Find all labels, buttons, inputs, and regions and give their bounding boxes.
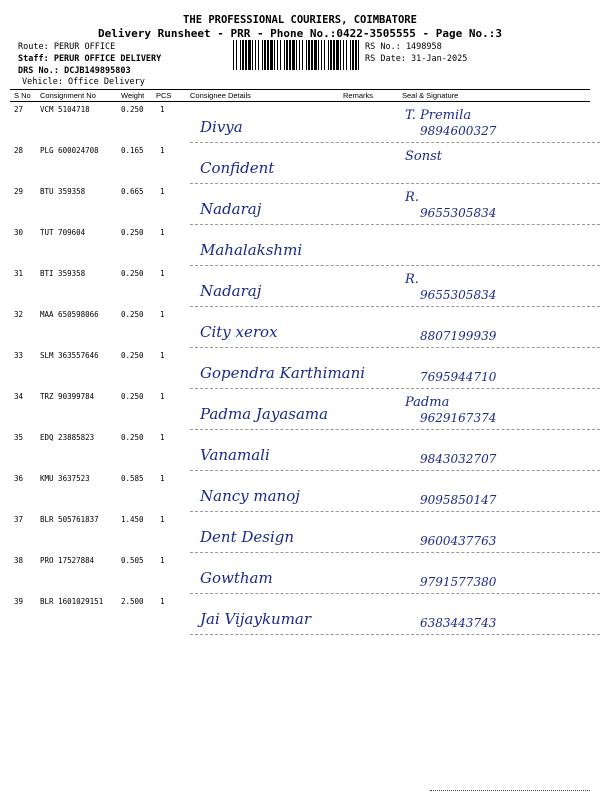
row-weight: 0.250 <box>121 351 144 360</box>
row-consignee-handwriting: Dent Design <box>200 528 295 546</box>
table-row <box>10 266 590 307</box>
row-consignee-handwriting: Vanamali <box>200 446 270 464</box>
barcode-bar <box>355 40 357 70</box>
row-weight: 0.250 <box>121 433 144 442</box>
table-row <box>10 348 590 389</box>
row-pcs: 1 <box>160 269 165 278</box>
row-sno: 33 <box>14 351 24 360</box>
barcode-bar <box>270 40 273 70</box>
row-pcs: 1 <box>160 310 165 319</box>
table-row <box>10 143 590 184</box>
row-pcs: 1 <box>160 597 165 606</box>
row-signature: Padma <box>405 395 450 410</box>
table-row <box>10 430 590 471</box>
row-pcs: 1 <box>160 105 165 114</box>
row-signature-phone: 6383443743 <box>420 616 497 630</box>
row-weight: 0.665 <box>121 187 144 196</box>
row-weight: 1.450 <box>121 515 144 524</box>
row-pcs: 1 <box>160 433 165 442</box>
row-signature: R. <box>405 272 419 287</box>
row-signature-phone: 9655305834 <box>420 206 497 220</box>
row-pcs: 1 <box>160 146 165 155</box>
row-sno: 35 <box>14 433 24 442</box>
barcode-image <box>233 40 359 70</box>
row-signature-phone: 9843032707 <box>420 452 497 466</box>
staff-label: Staff: PERUR OFFICE DELIVERY <box>18 54 162 64</box>
row-signature-phone: 9791577380 <box>420 575 497 589</box>
barcode-bar <box>346 40 347 70</box>
row-consignment-no: KMU 3637523 <box>40 474 90 483</box>
row-weight: 0.165 <box>121 146 144 155</box>
row-consignment-no: VCM 5104718 <box>40 105 90 114</box>
row-consignment-no: PRO 17527884 <box>40 556 95 565</box>
row-pcs: 1 <box>160 351 165 360</box>
row-consignment-no: TRZ 90399784 <box>40 392 95 401</box>
row-signature-phone: 9095850147 <box>420 493 497 507</box>
barcode-bar <box>352 40 354 70</box>
row-consignment-no: BTI 359358 <box>40 269 86 278</box>
row-sno: 34 <box>14 392 24 401</box>
barcode-bar <box>255 40 256 70</box>
row-consignment-no: BLR 1601029151 <box>40 597 104 606</box>
row-sno: 31 <box>14 269 24 278</box>
row-consignee-handwriting: Padma Jayasama <box>200 405 329 423</box>
row-weight: 0.250 <box>121 105 144 114</box>
barcode-bar <box>274 40 275 70</box>
row-pcs: 1 <box>160 392 165 401</box>
row-consignee-handwriting: City xerox <box>200 323 278 341</box>
row-consignment-no: EDQ 23885823 <box>40 433 95 442</box>
drs-label: DRS No.: <box>18 66 59 76</box>
row-signature-phone: 9655305834 <box>420 288 497 302</box>
table-row <box>10 471 590 512</box>
row-signature-phone: 9894600327 <box>420 124 497 138</box>
header-rule-top <box>10 89 590 90</box>
row-sno: 39 <box>14 597 24 606</box>
route-label: Route: PERUR OFFICE <box>18 42 116 52</box>
table-row <box>10 307 590 348</box>
row-sno: 28 <box>14 146 24 155</box>
row-signature-phone: 7695944710 <box>420 370 497 384</box>
drs-value: DCJB149895803 <box>64 66 131 76</box>
barcode-bar <box>258 40 259 70</box>
row-divider <box>190 634 600 635</box>
table-row <box>10 553 590 594</box>
barcode-bar <box>240 40 241 70</box>
drs-number <box>18 66 131 76</box>
row-pcs: 1 <box>160 556 165 565</box>
barcode-bar <box>242 40 244 70</box>
barcode-bar <box>252 40 253 70</box>
row-weight: 0.250 <box>121 228 144 237</box>
row-sno: 37 <box>14 515 24 524</box>
barcode-bar <box>248 40 251 70</box>
rs-date: RS Date: 31-Jan-2025 <box>365 54 468 64</box>
row-consignee-handwriting: Divya <box>200 118 243 136</box>
row-consignee-handwriting: Nadaraj <box>200 282 262 300</box>
barcode-bar <box>343 40 344 70</box>
row-consignee-handwriting: Jai Vijaykumar <box>200 610 312 628</box>
barcode-bar <box>296 40 297 70</box>
barcode-bar <box>318 40 319 70</box>
rs-number: RS No.: 1498958 <box>365 42 442 52</box>
row-weight: 0.250 <box>121 310 144 319</box>
row-consignment-no: MAA 650598066 <box>40 310 99 319</box>
footer-mark <box>430 790 590 791</box>
row-signature-phone: 8807199939 <box>420 329 497 343</box>
row-consignment-no: PLG 600024708 <box>40 146 99 155</box>
row-sno: 38 <box>14 556 24 565</box>
row-weight: 0.505 <box>121 556 144 565</box>
row-weight: 0.250 <box>121 392 144 401</box>
row-signature: Sonst <box>405 149 443 164</box>
col-consignee: Consignee Details <box>190 91 251 100</box>
barcode-bar <box>233 40 234 70</box>
row-sno: 27 <box>14 105 24 114</box>
barcode-bar <box>299 40 300 70</box>
barcode-bar <box>311 40 313 70</box>
row-sno: 32 <box>14 310 24 319</box>
barcode-bar <box>330 40 332 70</box>
row-consignee-handwriting: Gopendra Karthimani <box>200 364 366 382</box>
barcode-bar <box>267 40 269 70</box>
barcode-bar <box>292 40 295 70</box>
row-sno: 36 <box>14 474 24 483</box>
col-consignment: Consignment No <box>40 91 96 100</box>
row-pcs: 1 <box>160 228 165 237</box>
barcode-bar <box>286 40 288 70</box>
row-signature: R. <box>405 190 419 205</box>
row-pcs: 1 <box>160 515 165 524</box>
table-row <box>10 389 590 430</box>
barcode-bar <box>284 40 285 70</box>
table-row <box>10 184 590 225</box>
col-weight: Weight <box>121 91 145 100</box>
barcode-bar <box>245 40 247 70</box>
company-title: THE PROFESSIONAL COURIERS, COIMBATORE <box>183 14 417 26</box>
barcode-bar <box>262 40 263 70</box>
row-signature: T. Premila <box>405 108 472 123</box>
row-signature-phone: 9600437763 <box>420 534 497 548</box>
row-consignee-handwriting: Mahalakshmi <box>200 241 303 259</box>
barcode-bar <box>277 40 278 70</box>
table-row <box>10 594 590 635</box>
barcode-bar <box>236 40 237 70</box>
row-consignment-no: SLM 363557646 <box>40 351 99 360</box>
row-weight: 2.500 <box>121 597 144 606</box>
table-row <box>10 225 590 266</box>
col-sno: S No <box>14 91 31 100</box>
col-remarks: Remarks <box>343 91 374 100</box>
barcode-bar <box>280 40 281 70</box>
table-row <box>10 512 590 553</box>
table-row <box>10 102 590 143</box>
row-consignee-handwriting: Confident <box>200 159 275 177</box>
barcode-bar <box>321 40 322 70</box>
row-consignee-handwriting: Nancy manoj <box>200 487 300 505</box>
barcode-bar <box>333 40 335 70</box>
barcode-bar <box>350 40 351 70</box>
barcode-bar <box>314 40 317 70</box>
barcode-bar <box>328 40 329 70</box>
barcode-bar <box>336 40 339 70</box>
row-pcs: 1 <box>160 474 165 483</box>
row-weight: 0.250 <box>121 269 144 278</box>
vehicle-label: Vehicle: Office Delivery <box>22 77 145 87</box>
runsheet-subtitle: Delivery Runsheet - PRR - Phone No.:0422-3505555 - Page No.:3 <box>98 27 502 40</box>
row-consignment-no: BTU 359358 <box>40 187 86 196</box>
barcode-bar <box>306 40 307 70</box>
col-pcs: PCS <box>156 91 172 100</box>
row-consignment-no: BLR 505761837 <box>40 515 99 524</box>
barcode-bar <box>302 40 303 70</box>
row-sno: 29 <box>14 187 24 196</box>
row-consignment-no: TUT 709604 <box>40 228 86 237</box>
row-weight: 0.585 <box>121 474 144 483</box>
barcode-bar <box>308 40 310 70</box>
row-pcs: 1 <box>160 187 165 196</box>
row-signature-phone: 9629167374 <box>420 411 497 425</box>
col-seal-signature: Seal & Signature <box>402 91 459 100</box>
row-consignee-handwriting: Gowtham <box>200 569 273 587</box>
row-sno: 30 <box>14 228 24 237</box>
barcode-bar <box>340 40 341 70</box>
row-consignee-handwriting: Nadaraj <box>200 200 262 218</box>
barcode-bar <box>324 40 325 70</box>
barcode-bar <box>289 40 291 70</box>
barcode-bar <box>358 40 359 70</box>
barcode-bar <box>264 40 266 70</box>
